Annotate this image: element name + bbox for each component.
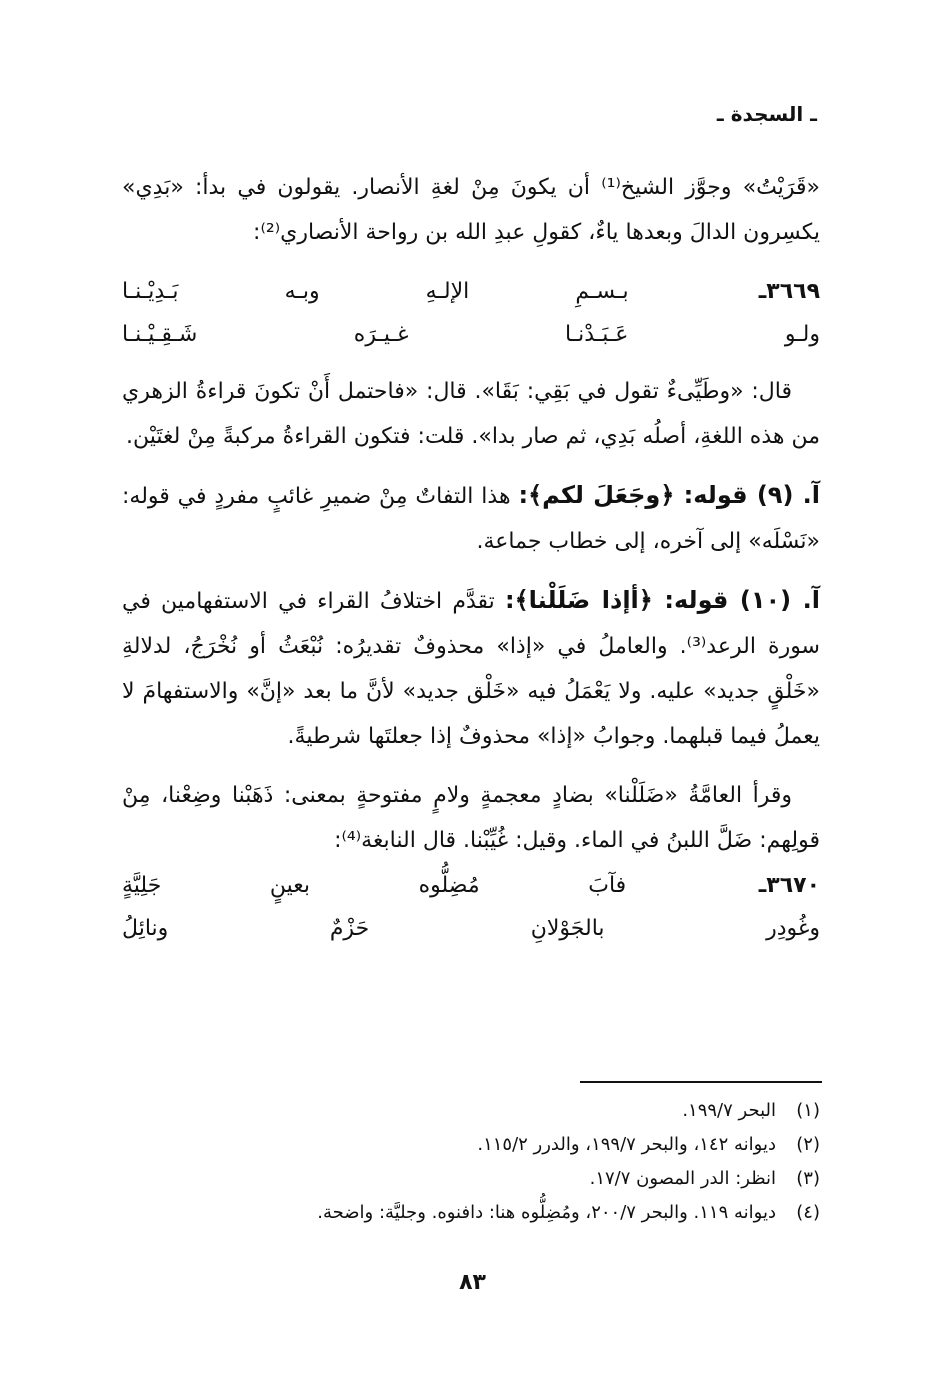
verse-line-2 [122,906,820,949]
verse-number: ٣٦٦٩ـ [758,279,820,304]
paragraph-3-text: هذا التفاتٌ مِنْ ضميرِ غائبٍ مفردٍ في قوله: «نَسْلَه» إلى آخره، إلى خطاب جماعة. [122,484,820,554]
footnote-text: ديوانه ١١٩. والبحر ٢٠٠/٧، ومُضِلُّوه هنا: دافنوه. وجليَّة: واضحة. [317,1202,776,1223]
paragraph-2: قال: «وطَيِّىءٌ تقول في بَقِي: بَقَا». قال: «فاحتمل أَنْ تكونَ قراءةُ الزهري من هذه اللغةِ، أصلُه بَدِي، ثم صار بدا». قلت: فتكون القراءةُ مركبةً مِنْ لغتَيْن. [122,379,820,449]
verse-word: عَـبَـدْنـا [564,322,629,347]
verse-word: جَلِيَّةٍ [122,873,162,898]
verse-word: وبـه [284,279,320,304]
footnote-text: انظر: الدر المصون ١٧/٧. [589,1168,776,1189]
verse-number: ٣٦٧٠ـ [758,873,820,898]
verse-word: بعينٍ [269,873,311,898]
verse-word: الإلـهِ [425,279,470,304]
verse-word: مُضِلُّوه [418,873,480,898]
paragraph-1: «قَرَيْتُ» وجوَّز الشيخ⁽¹⁾ أن يكونَ مِنْ لغةِ الأنصار. يقولون في بدأ: «بَدِي» يكسِرون الدالَ وبعدها ياءٌ، كقولِ عبدِ الله بن رواحة الأنصاري⁽²⁾: [122,175,820,245]
verse-word: بالجَوْلانِ [530,916,605,941]
footnote-number: (٢) [796,1134,820,1155]
running-header: ـ السجدة ـ [716,102,817,126]
verse-line-1 [122,863,820,906]
paragraph-3 [122,473,820,564]
verse-word: حَزْمٌ [329,916,370,941]
verse-word: غـيـرَه [353,322,409,347]
verse-3669 [122,269,820,355]
footnote-text: ديوانه ١٤٢، والبحر ١٩٩/٧، والدرر ١١٥/٢. [477,1134,776,1155]
page-number: ٨٣ [459,1270,486,1295]
verse-word: بَـدِيْـنـا [122,279,179,304]
verse-word: فآبَ [588,873,627,898]
paragraph-5: وقرأ العامَّةُ «ضَلَلْنا» بضادٍ معجمةٍ ولامٍ مفتوحةٍ بمعنى: ذَهَبْنا وضِعْنا، مِنْ قولِهم: ضَلَّ اللبنُ في الماء. وقيل: غُيِّبْنا. قال النابغة⁽⁴⁾: [122,783,820,853]
main-text [122,165,820,949]
footnotes [122,1094,820,1230]
verse-line-1 [122,269,820,312]
footnote-3 [122,1162,820,1196]
verse-word: ولـو [784,322,820,347]
verse-word: شَـقِـيْـنـا [122,322,198,347]
footnote-2 [122,1128,820,1162]
footnote-text: البحر ١٩٩/٧. [682,1100,776,1121]
footnote-number: (١) [796,1100,820,1121]
footnote-4 [122,1196,820,1230]
footnote-number: (٣) [796,1168,820,1189]
paragraph-4-text: تقدَّم اختلافُ القراء في الاستفهامين في سورة الرعد⁽³⁾. والعاملُ في «إذا» محذوفٌ تقديرُه: نُبْعَثُ أو نُخْرَجُ، لدلالةِ «خَلْقٍ جديد» عليه. ولا يَعْمَلُ فيه «خَلْق جديد» لأنَّ ما بعد «إنَّ» والاستفهامَ لا يعملُ فيما قبلهما. وجوابُ «إذا» محذوفٌ إذا جعلتَها شرطيةً. [122,589,820,749]
verse-word: وغُودِر [766,916,820,941]
verse-line-2 [122,312,820,355]
verse-word: بـسـمِ [575,279,629,304]
verse-reference-10: آ. (١٠) قوله: ﴿أإذا ضَلَلْنا﴾: [504,586,821,614]
verse-word: ونائِلُ [122,916,169,941]
paragraph-4 [122,578,820,759]
verse-3670 [122,863,820,949]
footnote-number: (٤) [796,1202,820,1223]
verse-reference-9: آ. (٩) قوله: ﴿وجَعَلَ لكم﴾: [518,481,821,509]
footnote-1 [122,1094,820,1128]
footnote-divider [580,1081,822,1083]
